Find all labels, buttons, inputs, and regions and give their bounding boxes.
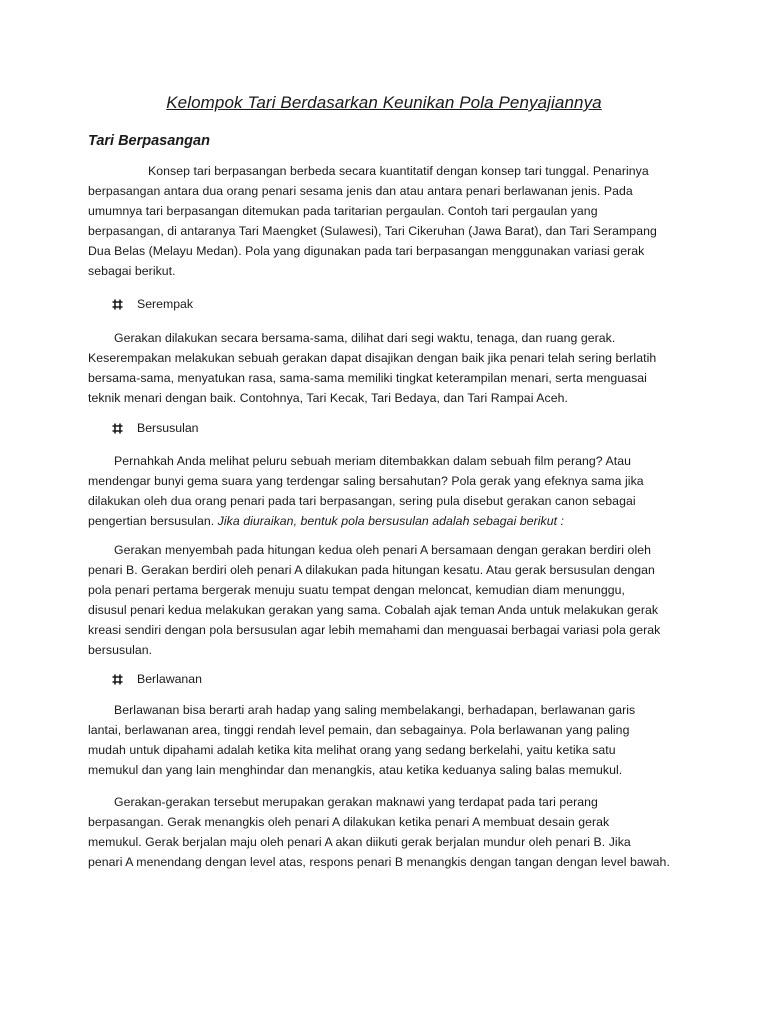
text-line: penari B. Gerakan berdiri oleh penari A dilakukan pada hitungan kesatu. Atau gerak bersusulan dengan	[88, 563, 655, 577]
bullet-berlawanan	[112, 669, 202, 689]
text-line: pola penari pertama bergerak menuju suatu tempat dengan meloncat, kemudian diam menunggu,	[88, 583, 625, 597]
text-line: mendengar bunyi gema suara yang terdengar saling bersahutan? Pola gerak yang efeknya sama jika	[88, 474, 644, 488]
text-line	[88, 511, 688, 531]
bullet-serempak	[112, 294, 193, 314]
text-line: memukul dan yang lain menghindar dan menangkis, atau ketika keduanya saling balas memukul.	[88, 763, 623, 777]
intro-paragraph	[88, 161, 688, 281]
text-line: bersama-sama, menyatukan rasa, sama-sama memiliki tingkat keterampilan menari, serta menguasai	[88, 371, 647, 385]
text-line: teknik menari dengan baik. Contohnya, Tari Kecak, Tari Bedaya, dan Tari Rampai Aceh.	[88, 391, 568, 405]
berlawanan-paragraph-2	[88, 792, 688, 872]
text-line: umumnya tari berpasangan ditemukan pada taritarian pergaulan. Contoh tari pergaulan yang	[88, 204, 598, 218]
text-line: disusul penari kedua melakukan gerakan yang sama. Cobalah ajak teman Anda untuk melakukan gerak	[88, 603, 659, 617]
text-line: berpasangan antara dua orang penari sesama jenis dan atau antara penari berlawanan jenis. Pada	[88, 184, 633, 198]
hash-bullet-icon	[112, 423, 123, 434]
bullet-label: Serempak	[137, 297, 194, 311]
bullet-bersusulan	[112, 418, 199, 438]
hash-bullet-icon	[112, 674, 123, 685]
text-line: kreasi sendiri dengan pola bersusulan agar lebih memahami dan menguasai berbagai variasi pola gerak	[88, 623, 661, 637]
text-line: memukul. Gerak berjalan maju oleh penari A akan diikuti gerak berjalan mundur oleh penari B. Jika	[88, 835, 631, 849]
text-line: lantai, berlawanan area, tinggi rendah level pemain, dan sebagainya. Pola berlawanan yang paling	[88, 723, 630, 737]
hash-bullet-icon	[112, 299, 123, 310]
bersusulan-paragraph-2	[88, 540, 688, 660]
text-line: berpasangan, di antaranya Tari Maengket (Sulawesi), Tari Cikeruhan (Jawa Barat), dan Tari Serampang	[88, 224, 657, 238]
serempak-paragraph	[88, 328, 688, 408]
document-title: Kelompok Tari Berdasarkan Keunikan Pola Penyajiannya	[166, 93, 602, 112]
text-line: Dua Belas (Melayu Medan). Pola yang digunakan pada tari berpasangan menggunakan variasi gerak	[88, 244, 645, 258]
text-line: berpasangan. Gerak menangkis oleh penari A dilakukan ketika penari A membuat desain gerak	[88, 815, 610, 829]
bullet-label: Bersusulan	[137, 421, 199, 435]
berlawanan-paragraph-1	[88, 700, 688, 780]
text-line: penari A menendang dengan level atas, respons penari B menangkis dengan tangan dengan level bawah.	[88, 855, 670, 869]
text-line: Pernahkah Anda melihat peluru sebuah meriam ditembakkan dalam sebuah film perang? Atau	[114, 454, 631, 468]
section-heading: Tari Berpasangan	[88, 133, 210, 149]
text-line: Konsep tari berpasangan berbeda secara kuantitatif dengan konsep tari tunggal. Penarinya	[148, 164, 649, 178]
italic-text-segment: Jika diuraikan, bentuk pola bersusulan adalah sebagai berikut :	[214, 514, 565, 528]
text-line: Berlawanan bisa berarti arah hadap yang saling membelakangi, berhadapan, berlawanan garis	[114, 703, 636, 717]
bersusulan-paragraph-1	[88, 451, 688, 531]
text-line: Gerakan dilakukan secara bersama-sama, dilihat dari segi waktu, tenaga, dan ruang gerak.	[114, 331, 616, 345]
text-line: dilakukan oleh dua orang penari pada tari berpasangan, sering pula disebut gerakan canon sebagai	[88, 494, 636, 508]
text-line: Gerakan-gerakan tersebut merupakan gerakan maknawi yang terdapat pada tari perang	[114, 795, 598, 809]
text-line: Gerakan menyembah pada hitungan kedua oleh penari A bersamaan dengan gerakan berdiri oleh	[114, 543, 652, 557]
text-segment: pengertian bersusulan.	[88, 514, 215, 528]
bullet-label: Berlawanan	[137, 672, 202, 686]
text-line: sebagai berikut.	[88, 264, 176, 278]
text-line: bersusulan.	[88, 643, 153, 657]
text-line: Keserempakan melakukan sebuah gerakan dapat disajikan dengan baik jika penari telah sering berlatih	[88, 351, 657, 365]
text-line: mudah untuk dipahami adalah ketika kita melihat orang yang sedang berkelahi, yaitu ketika satu	[88, 743, 616, 757]
